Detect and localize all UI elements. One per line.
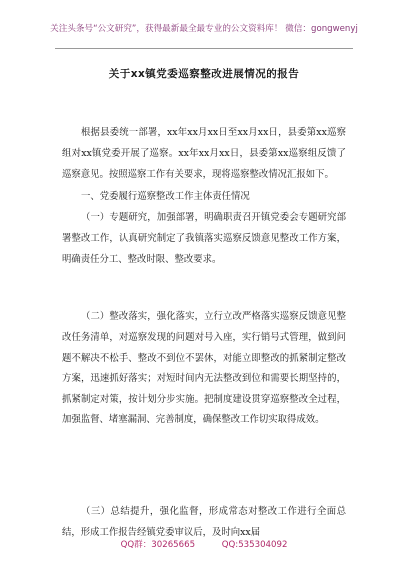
- header-divider: [55, 48, 353, 49]
- paragraph-item-2: （二）整改落实，强化落实，立行立改严格落实巡察反馈意见整改任务清单，对巡察发现的问题对号入座，实行销号式管理，做到问题不解决不松手、整改不到位不罢休，对能立即整改的抓紧制定整改方案，迅速抓好落实；对短时间内无法整改到位和需要长期坚持的，抓紧制定对策，按计划分步实施。把制度建设贯穿巡察整改全过程，加强监督、堵塞漏洞、完善制度，确保整改工作切实取得成效。: [62, 311, 346, 426]
- section-heading-1: 一、党委履行巡察整改工作主体责任情况: [81, 191, 250, 203]
- paragraph-item-1: （一）专题研究，加强部署，明确职责召开镇党委会专题研究部署整改工作，认真研究制定了我镇落实巡察反馈意见整改工作方案，明确责任分工、整改时限、整改要求。: [62, 212, 346, 265]
- footer-contact: [0, 538, 408, 550]
- document-title: 关于xx镇党委巡察整改进展情况的报告: [108, 68, 300, 80]
- footer-qq-group: QQ群：30265665: [120, 540, 196, 550]
- paragraph-item-3: （三）总结提升，强化监督，形成常态对整改工作进行全面总结，形成工作报告经镇党委审议后，及时向xx届: [62, 506, 346, 538]
- promo-header-note: 关注头条号“公文研究”，获得最新最全最专业的公文资料库！ 微信：gongwenyj: [50, 24, 358, 34]
- footer-qq-number: QQ:535304092: [221, 540, 288, 550]
- paragraph-intro: 根据县委统一部署，xx年xx月xx日至xx月xx日，县委第xx巡察组对xx镇党委开展了巡察。xx年xx月xx日，县委第xx巡察组反馈了巡察意见。按照巡察工作有关要求，现将巡察整改情况汇报如下。: [62, 127, 346, 180]
